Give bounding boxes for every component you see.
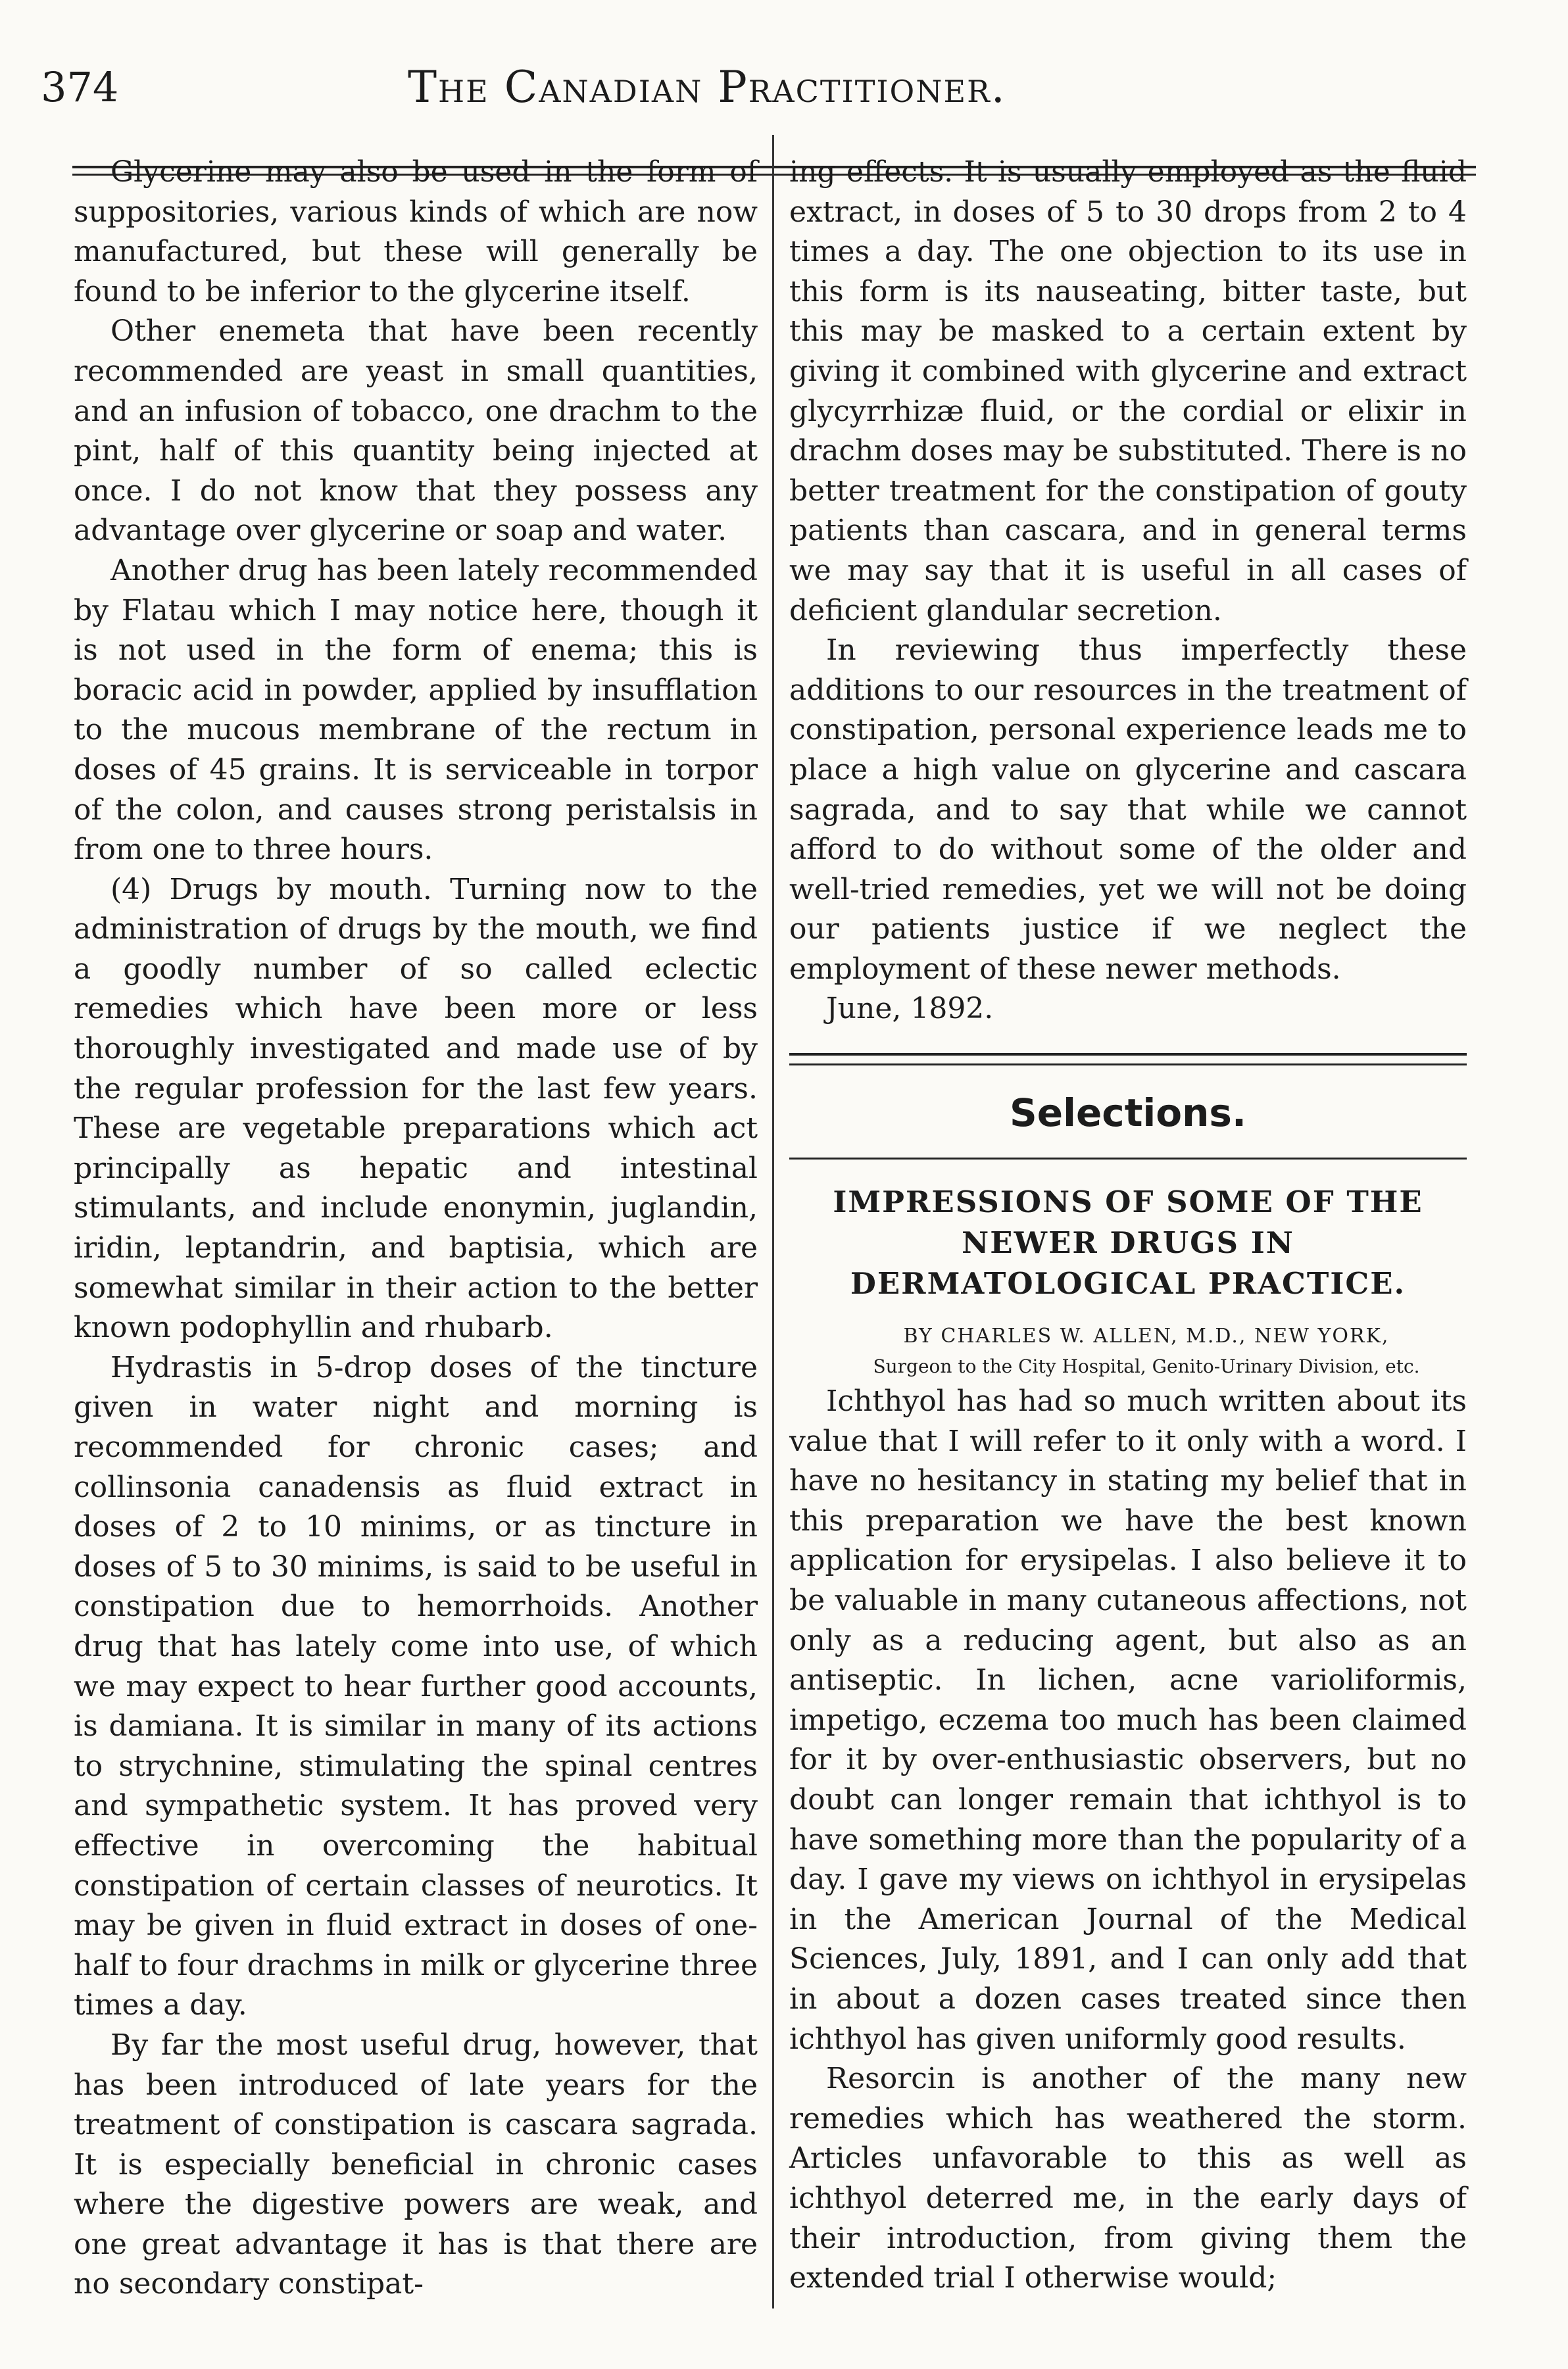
page-number: 374	[41, 63, 119, 111]
column-divider	[772, 135, 774, 2308]
paragraph: In reviewing thus imperfectly these additions to our resources in the treatment of constipation, personal experience leads me to place a high value on glycerine and cascara sagrada, and to say that while we cannot afford to do without some of the older and well-tried remedies, yet we will not be doing our patients justice if we neglect the employment of these newer methods.	[789, 633, 1467, 986]
paragraph: Hydrastis in 5-drop doses of the tincture given in water night and morning is recommended for chronic cases; and collinsonia canadensis as fluid extract in doses of 2 to 10 minims, or as tincture in doses of 5 to 30 minims, is said to be useful in constipation due to hemorrhoids. Another drug that has lately come into use, of which we may expect to hear further good accounts, is damiana. It is similar in many of its actions to strychnine, stimulating the spinal centres and sympathetic system. It has proved very effective in overcoming the habitual constipation of certain classes of neurotics. It may be given in fluid extract in doses of one-half to four drachms in milk or glycerine three times a day.	[74, 1350, 758, 2022]
page-header	[0, 51, 1568, 124]
paragraph: Ichthyol has had so much written about its value that I will refer to it only with a word. I have no hesitancy in stating my belief that in this preparation we have the best known application for erysipelas. I also believe it to be valuable in many cutaneous affections, not only as a reducing agent, but also as an antiseptic. In lichen, acne varioliformis, impetigo, eczema too much has been claimed for it by over-enthusiastic observers, but no doubt can longer remain that ichthyol is to have something more than the popularity of a day. I gave my views on ichthyol in erysipelas in the American Journal of the Medical Sciences, July, 1891, and I can only add that in about a dozen cases treated since then ichthyol has given uniformly good results.	[789, 1384, 1467, 2056]
left-column	[74, 153, 758, 2305]
paragraph: Other enemeta that have been recently recommended are yeast in small quantities, and an infusion of tobacco, one drachm to the pint, half of this quantity being injected at once. I do not know that they possess any advantage over glycerine or soap and water.	[74, 314, 758, 548]
paragraph: By far the most useful drug, however, that has been introduced of late years for the treatment of constipation is cascara sagrada. It is especially beneficial in chronic cases where the digestive powers are weak, and one great advantage it has is that there are no secondary constipat-	[74, 2028, 758, 2301]
section-rule	[789, 1053, 1467, 1065]
paragraph: Glycerine may also be used in the form of suppositories, various kinds of which are now manufactured, but these will generally be found to be inferior to the glycerine itself.	[74, 155, 758, 308]
article-byline: BY CHARLES W. ALLEN, M.D., NEW YORK,	[903, 1325, 1390, 1348]
author-affiliation: Surgeon to the City Hospital, Genito-Urinary Division, etc.	[873, 1355, 1420, 1378]
journal-title: The Canadian Practitioner.	[408, 62, 1006, 112]
paragraph: Resorcin is another of the many new remedies which has weathered the storm. Articles unfavorable to this as well as ichthyol deterred me, in the early days of their introduction, from giving them the extended trial I otherwise would;	[789, 2062, 1467, 2295]
section-heading: Selections.	[1009, 1090, 1246, 1136]
article-date: June, 1892.	[826, 992, 994, 1026]
paragraph: ing effects. It is usually employed as the fluid extract, in doses of 5 to 30 drops from 2 to 4 times a day. The one objection to its use in this form is its nauseating, bitter taste, but this may be masked to a certain extent by giving it combined with glycerine and extract glycyrrhizæ fluid, or the cordial or elixir in drachm doses may be substituted. There is no better treatment for the constipation of gouty patients than cascara, and in general terms we may say that it is useful in all cases of deficient glandular secretion.	[789, 155, 1467, 627]
paragraph: (4) Drugs by mouth. Turning now to the administration of drugs by the mouth, we find a goodly number of so called eclectic remedies which have been more or less thoroughly investigated and made use of by the regular profession for the last few years. These are vegetable preparations which act principally as hepatic and intestinal stimulants, and include enonymin, juglandin, iridin, leptandrin, and baptisia, which are somewhat similar in their action to the better known podophyllin and rhubarb.	[74, 872, 758, 1345]
article-title: IMPRESSIONS OF SOME OF THE NEWER DRUGS IN DERMATOLOGICAL PRACTICE.	[833, 1184, 1423, 1302]
paragraph: Another drug has been lately recommended by Flatau which I may notice here, though it is not used in the form of enema; this is boracic acid in powder, applied by insufflation to the mucous membrane of the rectum in doses of 45 grains. It is serviceable in torpor of the colon, and causes strong peristalsis in from one to three hours.	[74, 553, 758, 867]
section-rule	[789, 1158, 1467, 1160]
right-column	[789, 153, 1467, 2299]
